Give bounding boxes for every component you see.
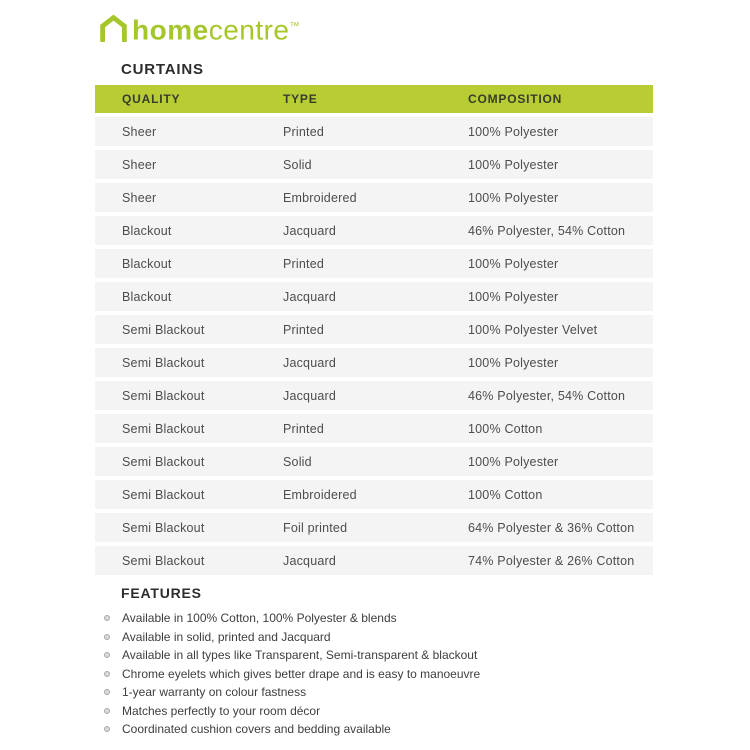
quality-cell: Semi Blackout xyxy=(122,421,205,436)
feature-text: Coordinated cushion covers and bedding available xyxy=(122,722,391,736)
composition-cell: 100% Polyester xyxy=(468,289,559,304)
type-cell: Embroidered xyxy=(283,190,357,205)
composition-cell: 46% Polyester, 54% Cotton xyxy=(468,223,626,238)
table-row xyxy=(95,249,653,278)
table-row xyxy=(95,315,653,344)
homecentre-logo xyxy=(99,13,301,46)
quality-cell: Sheer xyxy=(122,157,157,172)
type-cell: Jacquard xyxy=(283,289,337,304)
composition-cell: 74% Polyester & 26% Cotton xyxy=(468,553,635,568)
logo-word-home: home xyxy=(132,14,209,46)
feature-item xyxy=(99,686,659,698)
features-title: FEATURES xyxy=(121,585,202,601)
type-cell: Jacquard xyxy=(283,355,337,370)
features-list xyxy=(99,612,659,735)
table-row xyxy=(95,117,653,146)
type-cell: Solid xyxy=(283,157,312,172)
feature-item xyxy=(99,612,659,624)
type-cell: Printed xyxy=(283,256,325,271)
composition-cell: 100% Polyester xyxy=(468,454,559,469)
table-row xyxy=(95,348,653,377)
composition-cell: 46% Polyester, 54% Cotton xyxy=(468,388,626,403)
composition-cell: 100% Polyester xyxy=(468,256,559,271)
logo-text xyxy=(132,13,301,46)
feature-item xyxy=(99,705,659,717)
table-row xyxy=(95,546,653,575)
table-row xyxy=(95,150,653,179)
feature-text: Available in 100% Cotton, 100% Polyester & blends xyxy=(122,611,397,625)
header-type: TYPE xyxy=(283,92,318,106)
quality-cell: Semi Blackout xyxy=(122,553,205,568)
quality-cell: Semi Blackout xyxy=(122,520,205,535)
feature-item xyxy=(99,631,659,643)
bullet-icon xyxy=(104,708,110,714)
type-cell: Jacquard xyxy=(283,553,337,568)
quality-cell: Blackout xyxy=(122,256,172,271)
composition-cell: 100% Polyester xyxy=(468,157,559,172)
type-cell: Embroidered xyxy=(283,487,357,502)
trademark-symbol: ™ xyxy=(289,21,301,32)
feature-item xyxy=(99,649,659,661)
quality-cell: Semi Blackout xyxy=(122,487,205,502)
quality-cell: Blackout xyxy=(122,289,172,304)
house-icon xyxy=(99,15,128,42)
type-cell: Printed xyxy=(283,421,325,436)
table-row xyxy=(95,216,653,245)
table-row xyxy=(95,447,653,476)
quality-cell: Sheer xyxy=(122,190,157,205)
bullet-icon xyxy=(104,652,110,658)
table-row xyxy=(95,183,653,212)
feature-text: Available in all types like Transparent, Semi-transparent & blackout xyxy=(122,648,478,662)
type-cell: Jacquard xyxy=(283,223,337,238)
bullet-icon xyxy=(104,671,110,677)
feature-text: Chrome eyelets which gives better drape and is easy to manoeuvre xyxy=(122,666,481,681)
type-cell: Solid xyxy=(283,454,312,469)
table-header-row xyxy=(95,85,653,113)
type-cell: Jacquard xyxy=(283,388,337,403)
composition-cell: 100% Polyester Velvet xyxy=(468,322,598,337)
table-row xyxy=(95,381,653,410)
composition-cell: 100% Polyester xyxy=(468,355,559,370)
bullet-icon xyxy=(104,634,110,640)
header-quality: QUALITY xyxy=(122,92,181,106)
feature-text: 1-year warranty on colour fastness xyxy=(122,685,307,699)
logo-word-centre: centre xyxy=(208,14,290,46)
quality-cell: Semi Blackout xyxy=(122,355,205,370)
quality-cell: Sheer xyxy=(122,124,157,139)
composition-cell: 100% Polyester xyxy=(468,124,559,139)
curtains-spec-table xyxy=(95,85,653,579)
feature-text: Available in solid, printed and Jacquard xyxy=(122,629,331,644)
bullet-icon xyxy=(104,615,110,621)
feature-item xyxy=(99,668,659,680)
quality-cell: Blackout xyxy=(122,223,172,238)
type-cell: Printed xyxy=(283,322,325,337)
table-row xyxy=(95,480,653,509)
table-row xyxy=(95,282,653,311)
feature-text: Matches perfectly to your room décor xyxy=(122,703,321,718)
bullet-icon xyxy=(104,726,110,732)
table-row xyxy=(95,414,653,443)
composition-cell: 100% Cotton xyxy=(468,421,543,436)
bullet-icon xyxy=(104,689,110,695)
composition-cell: 64% Polyester & 36% Cotton xyxy=(468,520,635,535)
features-section xyxy=(99,585,659,742)
quality-cell: Semi Blackout xyxy=(122,454,205,469)
feature-item xyxy=(99,723,659,735)
type-cell: Printed xyxy=(283,124,325,139)
table-row xyxy=(95,513,653,542)
composition-cell: 100% Cotton xyxy=(468,487,543,502)
quality-cell: Semi Blackout xyxy=(122,388,205,403)
quality-cell: Semi Blackout xyxy=(122,322,205,337)
header-composition: COMPOSITION xyxy=(468,92,563,106)
type-cell: Foil printed xyxy=(283,520,348,535)
page-title: CURTAINS xyxy=(121,61,204,78)
composition-cell: 100% Polyester xyxy=(468,190,559,205)
